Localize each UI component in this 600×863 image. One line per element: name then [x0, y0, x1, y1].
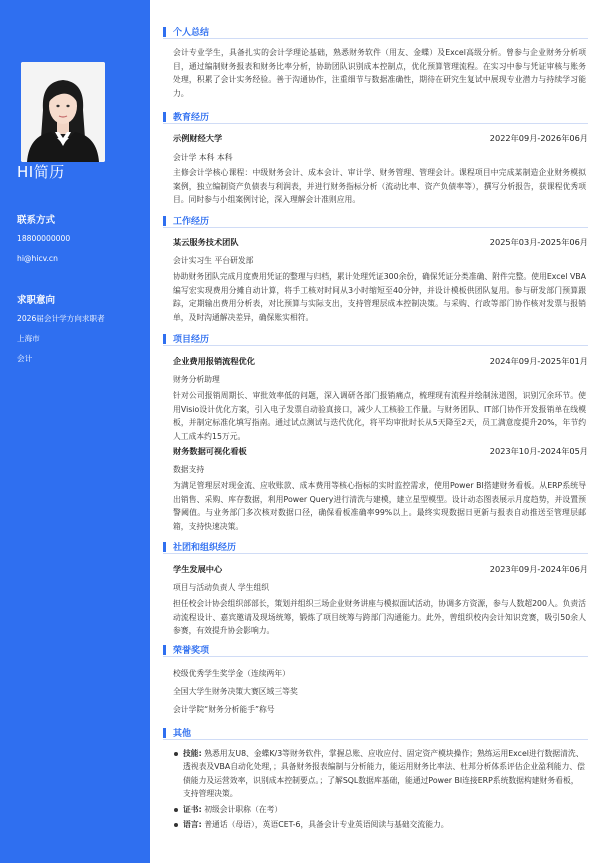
section-education-header — [163, 110, 588, 124]
profile-photo — [21, 62, 105, 162]
summary-text: 会计专业学生，具备扎实的会计学理论基础，熟悉财务软件（用友、金蝶）及Excel高级分析。曾参与企业财务分析项目，通过编制财务报表和财务比率分析，协助团队识别成本控制点，优化预算管理流程。在实习中参与凭证审核与账务处理，积累了会计实务经验。善于沟通协作，注重细节与数据准确性，期待在研究生复试中展现专业潜力与持续学习能力。 — [173, 48, 586, 98]
intent-city: 上海市 — [17, 334, 40, 343]
main-content — [163, 0, 588, 863]
item-text: 初级会计职称（在考） — [204, 804, 283, 814]
award-item: 全国大学生财务决策大赛区域三等奖 — [173, 687, 298, 696]
intent-field: 会计 — [17, 354, 33, 363]
section-awards-header — [163, 643, 588, 657]
others-item-skills — [173, 747, 586, 801]
others-item-languages — [173, 818, 586, 831]
project-date: 2023年10月-2024年05月 — [489, 446, 588, 456]
project-name: 财务数据可视化看板 — [173, 446, 247, 456]
section-marker — [163, 334, 166, 344]
section-marker — [163, 645, 166, 655]
section-others-header — [163, 726, 588, 740]
organization-name: 学生发展中心 — [173, 564, 223, 574]
candidate-name: HI简历 — [17, 163, 65, 181]
section-title: 个人总结 — [173, 28, 210, 38]
project-text: 为满足管理层对现金流、应收账款、成本费用等核心指标的实时监控需求，使用Power BI搭建财务看板。从ERP系统导出销售、采购、库存数据，利用Power Query进行清洗与建模，建立星型模型。设计动态图表展示月度趋势，并设置预警阈值。与业务部门多次核对数据口径，确保看板准确率99%以上。最终实现数据日更新与报表自动推送至管理层邮箱，支持快速决策。 — [173, 481, 586, 531]
portrait-image — [21, 62, 105, 162]
others-list — [173, 747, 586, 833]
project-text: 针对公司报销周期长、审批效率低的问题，深入调研各部门报销痛点，梳理现有流程并绘制泳道图，识别冗余环节。使用Visio设计优化方案，引入电子发票自动验真接口，减少人工核验工作量。与财务团队、IT部门协作开发报销单在线模板，并制定标准化填写指南。通过试点测试与迭代优化，将平均审批时长从5天降至2天，员工满意度提升20%，年节约人工成本约15万元。 — [173, 391, 586, 441]
section-marker — [163, 27, 166, 37]
section-title: 荣誉奖项 — [173, 646, 210, 656]
section-summary-header — [163, 25, 588, 39]
education-major: 会计学 本科 本科 — [173, 153, 233, 162]
work-role: 会计实习生 平台研发部 — [173, 256, 254, 265]
section-title: 其他 — [173, 729, 192, 739]
section-title: 社团和组织经历 — [173, 543, 237, 553]
section-title: 工作经历 — [173, 217, 210, 227]
section-title: 教育经历 — [173, 113, 210, 123]
sidebar — [0, 0, 150, 863]
item-text: 普通话（母语），英语CET-6，具备会计专业英语阅读与基础交流能力。 — [204, 820, 449, 830]
item-text: 熟悉用友U8、金蝶K/3等财务软件，掌握总账、应收应付、固定资产模块操作；熟练运用Excel进行数据清洗、透视表及VBA自动化处理，；具备财务报表编制与分析能力，能运用财务比率法、杜邦分析体系评估企业盈利能力、偿债能力及运营效率，识别成本控制要点。；了解SQL数据库基础，能通过Power BI连接ERP系统数据构建财务看板，支持管理决策。 — [183, 749, 585, 799]
contact-title: 联系方式 — [17, 215, 56, 226]
item-label: 语言: — [183, 820, 202, 830]
item-label: 证书: — [183, 804, 202, 814]
item-label: 技能: — [183, 749, 202, 758]
intent-role: 2026届会计学方向求职者 — [17, 314, 105, 323]
section-marker — [163, 216, 166, 226]
education-date: 2022年09月-2026年06月 — [489, 133, 588, 143]
section-title: 项目经历 — [173, 335, 210, 345]
work-text: 协助财务团队完成月度费用凭证的整理与归档，累计处理凭证300余份，确保凭证分类准确、附件完整。使用Excel VBA编写宏实现费用分摊自动计算，将手工核对时间从3小时缩短至40分钟，并设计模板供团队复用。参与研发部门预算跟踪，定期输出费用分析表，对比预算与实际支出，支持管理层成本控制决策。与采购、行政等部门协作核对发票与报销单，及时沟通解决差异，确保账实相符。 — [173, 272, 586, 322]
email-address: hi@hicv.cn — [17, 254, 58, 263]
project-role: 财务分析助理 — [173, 375, 220, 384]
section-campus-header — [163, 540, 588, 554]
campus-text: 担任校会计协会组织部部长，策划并组织三场企业财务讲座与模拟面试活动，协调多方资源，参与人数超200人。负责活动流程设计、嘉宾邀请及现场统筹，锻炼了项目统筹与跨部门沟通能力。此外，曾组织校内会计知识竞赛，吸引50余人参赛，有效提升协会影响力。 — [173, 599, 586, 636]
school-name: 示例财经大学 — [173, 133, 223, 143]
section-marker — [163, 112, 166, 122]
project-date: 2024年09月-2025年01月 — [489, 356, 588, 366]
section-marker — [163, 542, 166, 552]
education-text: 主修会计学核心课程：中级财务会计、成本会计、审计学、财务管理、管理会计。课程项目中完成某制造企业财务模拟案例，独立编制资产负债表与利润表，并进行财务指标分析（流动比率、资产负债率等），撰写分析报告，获课程优秀项目。同时参与小组案例讨论，深入理解会计准则应用。 — [173, 168, 586, 205]
section-marker — [163, 728, 166, 738]
project-name: 企业费用报销流程优化 — [173, 356, 255, 366]
award-item: 校级优秀学生奖学金（连续两年） — [173, 669, 290, 678]
phone-number: 18800000000 — [17, 234, 71, 243]
campus-role: 项目与活动负责人 学生组织 — [173, 583, 270, 592]
others-item-certificates — [173, 803, 586, 816]
intent-title: 求职意向 — [17, 295, 56, 306]
award-item: 会计学院“财务分析能手”称号 — [173, 705, 275, 714]
project-role: 数据支持 — [173, 465, 205, 474]
company-name: 某云服务技术团队 — [173, 237, 239, 247]
section-work-header — [163, 214, 588, 228]
section-projects-header — [163, 332, 588, 346]
work-date: 2025年03月-2025年06月 — [489, 237, 588, 247]
campus-date: 2023年09月-2024年06月 — [489, 564, 588, 574]
